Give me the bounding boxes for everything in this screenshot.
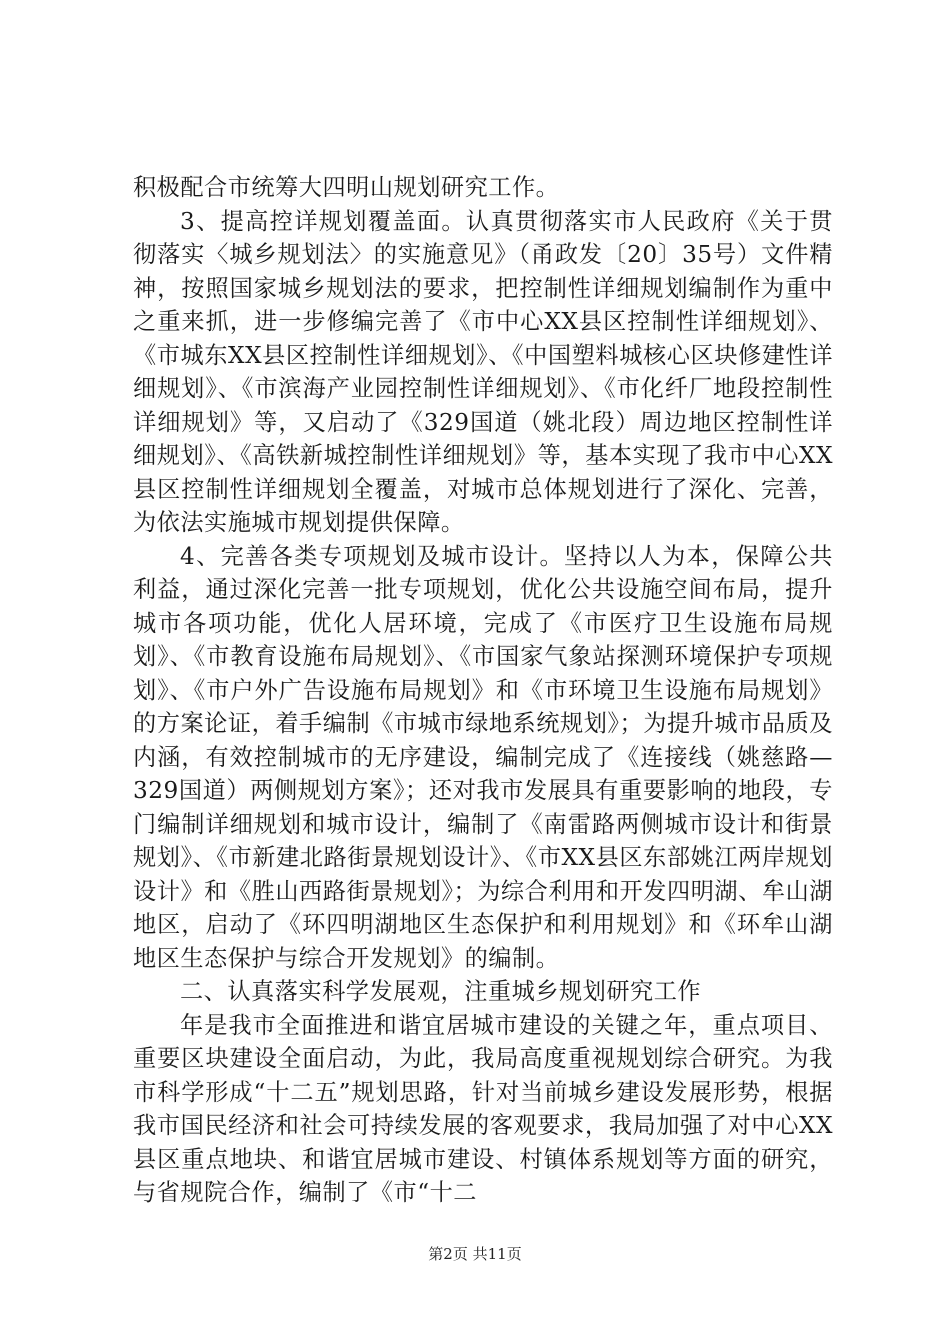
page-number-footer: 第2页 共11页 [428, 1245, 522, 1263]
paragraph-continuation: 积极配合市统筹大四明山规划研究工作。 [133, 174, 560, 201]
document-body [133, 171, 833, 1210]
paragraph-planning-research: 年是我市全面推进和谐宜居城市建设的关键之年，重点项目、重要区块建设全面启动，为此，我局高度重视规划综合研究。为我市科学形成“十二五”规划思路，针对当前城乡建设发展形势，根据我市国民经济和社会可持续发展的客观要求，我局加强了对中心XX县区重点地块、和谐宜居城市建设、村镇体系规划等方面的研究，与省规院合作，编制了《市“十二 [133, 1011, 833, 1206]
paragraph-control-plan-coverage: 3、提高控详规划覆盖面。认真贯彻落实市人民政府《关于贯彻落实〈城乡规划法〉的实施意见》（甬政发〔20〕35号）文件精神，按照国家城乡规划法的要求，把控制性详细规划编制作为重中之重来抓，进一步修编完善了《市中心XX县区控制性详细规划》、《市城东XX县区控制性详细规划》、《中国塑料城核心区块修建性详细规划》、《市滨海产业园控制性详细规划》、《市化纤厂地段控制性详细规划》等，又启动了《329国道（姚北段）周边地区控制性详细规划》、《高铁新城控制性详细规划》等，基本实现了我市中心XX县区控制性详细规划全覆盖，对城市总体规划进行了深化、完善，为依法实施城市规划提供保障。 [133, 207, 833, 536]
paragraph-special-plans: 4、完善各类专项规划及城市设计。坚持以人为本，保障公共利益，通过深化完善一批专项规划，优化公共设施空间布局，提升城市各项功能，优化人居环境，完成了《市医疗卫生设施布局规划》、《市教育设施布局规划》、《市国家气象站探测环境保护专项规划》、《市户外广告设施布局规划》和《市环境卫生设施布局规划》的方案论证，着手编制《市城市绿地系统规划》；为提升城市品质及内涵，有效控制城市的无序建设，编制完成了《连接线（姚慈路—329国道）两侧规划方案》；还对我市发展具有重要影响的地段，专门编制详细规划和城市设计，编制了《南雷路两侧城市设计和街景规划》、《市新建北路街景规划设计》、《市XX县区东部姚江两岸规划设计》和《胜山西路街景规划》；为综合利用和开发四明湖、牟山湖地区，启动了《环四明湖地区生态保护和利用规划》和《环牟山湖地区生态保护与综合开发规划》的编制。 [133, 542, 833, 972]
section-heading: 二、认真落实科学发展观，注重城乡规划研究工作 [180, 978, 702, 1005]
